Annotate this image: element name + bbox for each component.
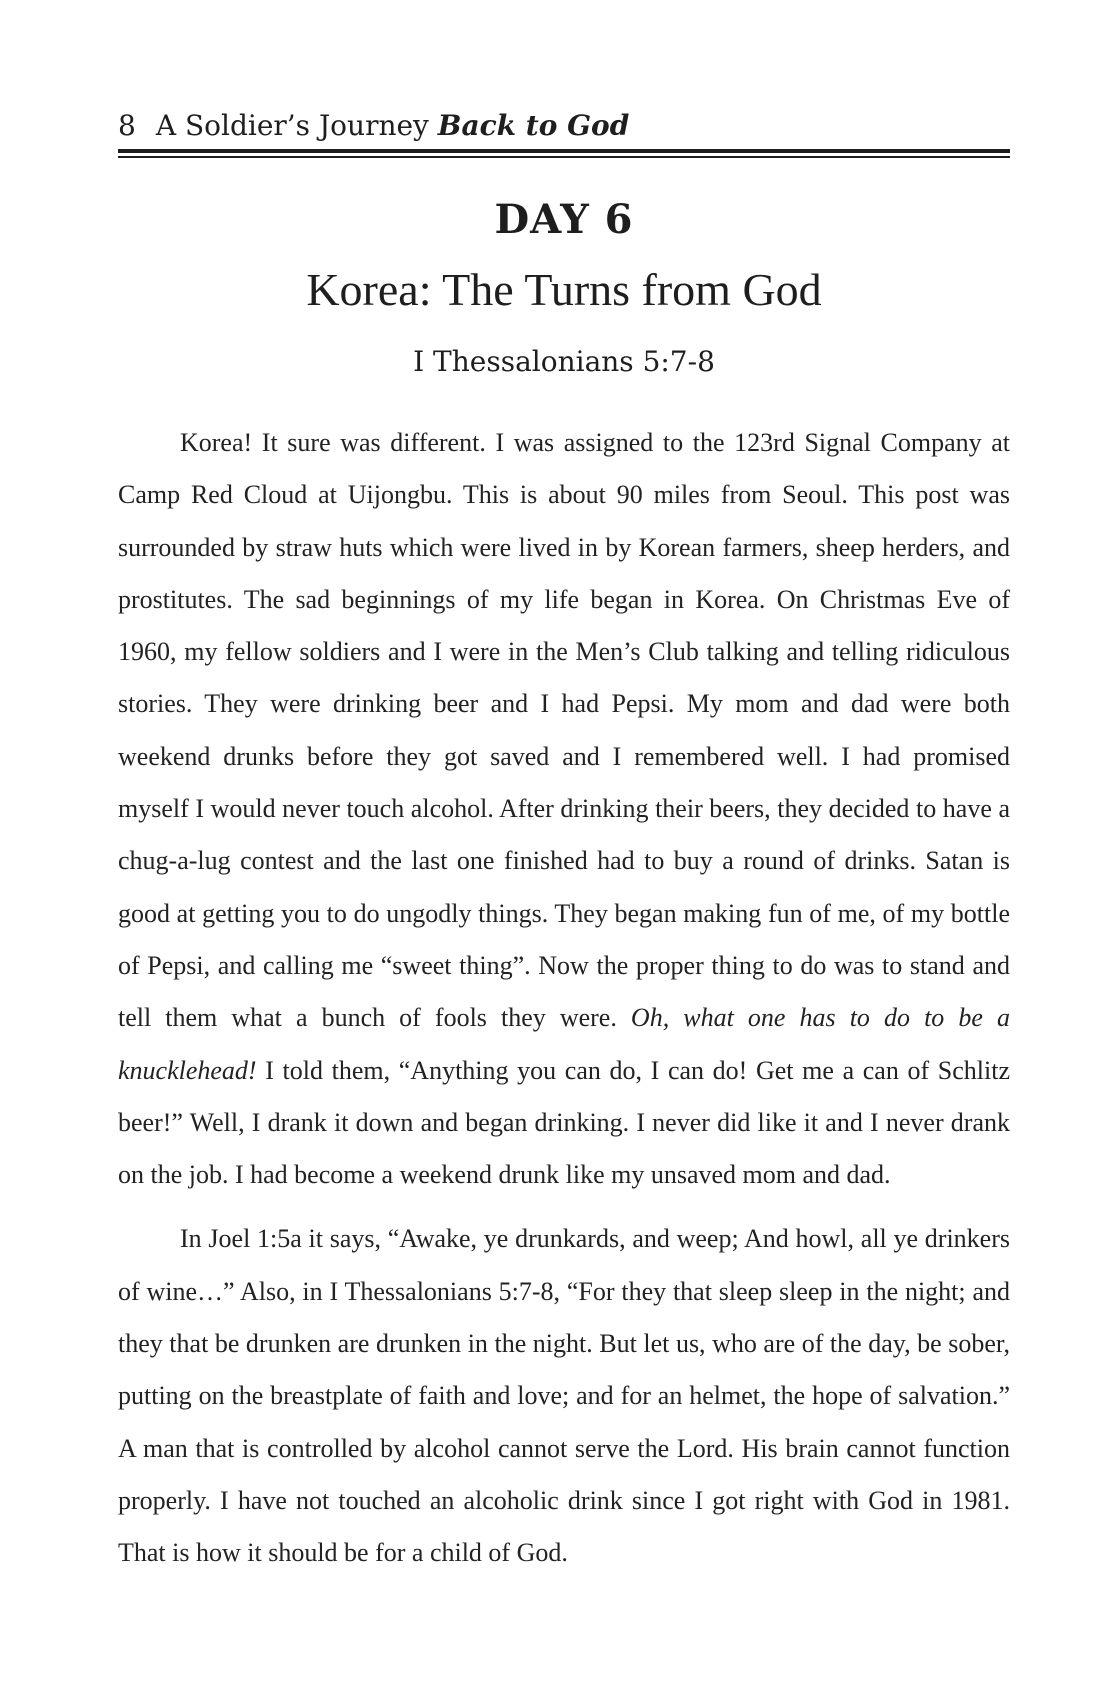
paragraph-text: Korea! It sure was different. I was assigned to the 123rd Signal Company at Camp Red Cloud at Uijongbu. This is about 90 miles from Seoul. This post was surrounded by straw huts which were lived in by Korean farmers, sheep herders, and prostitutes. The sad beginnings of my life began in Korea. On Christmas Eve of 1960, my fellow soldiers and I were in the Men’s Club talking and telling ridiculous stories. They were drinking beer and I had Pepsi. My mom and dad were both weekend drunks before they got saved and I remembered well. I had promised myself I would never touch alcohol. After drinking their beers, they decided to have a chug-a-lug contest and the last one finished had to buy a round of drinks. Satan is good at getting you to do ungodly things. They began making fun of me, of my bottle of Pepsi, and calling me “sweet thing”. Now the proper thing to do was to stand and tell them what a bunch of fools they were. (118, 428, 1010, 1033)
book-title-plain: A Soldier’s Journey (155, 109, 429, 142)
book-title-bold: Back to God (437, 109, 630, 142)
running-header (118, 108, 1010, 144)
paragraph-italic-text: Oh, what one has to do to be a knucklehead! (118, 1003, 1010, 1085)
scripture-reference: I Thessalonians 5:7-8 (413, 345, 715, 378)
page-number: 8 (118, 109, 136, 142)
paragraph: In Joel 1:5a it says, “Awake, ye drunkards, and weep; And howl, all ye drinkers of wine…” Also, in I Thessalonians 5:7-8, “For they that sleep sleep in the night; and they that be drunken are drunken in the night. But let us, who are of the day, be sober, putting on the breastplate of faith and love; and for an helmet, the hope of salvation.” A man that is controlled by alcohol cannot serve the Lord. His brain cannot function properly. I have not touched an alcoholic drink since I got right with God in 1981. That is how it should be for a child of God. (118, 1224, 1010, 1568)
header-rule-thin (118, 156, 1010, 158)
day-heading: DAY 6 (494, 196, 634, 243)
body-text (118, 417, 1010, 1580)
paragraph (118, 417, 1010, 1201)
paragraph-text: I told them, “Anything you can do, I can do! Get me a can of Schlitz beer!” Well, I drank it down and began drinking. I never did like it and I never drank on the job. I had become a weekend drunk like my unsaved mom and dad. (118, 1055, 1010, 1190)
chapter-title: Korea: The Turns from God (306, 264, 822, 315)
book-title (156, 109, 629, 142)
header-rule-thick (118, 149, 1010, 153)
